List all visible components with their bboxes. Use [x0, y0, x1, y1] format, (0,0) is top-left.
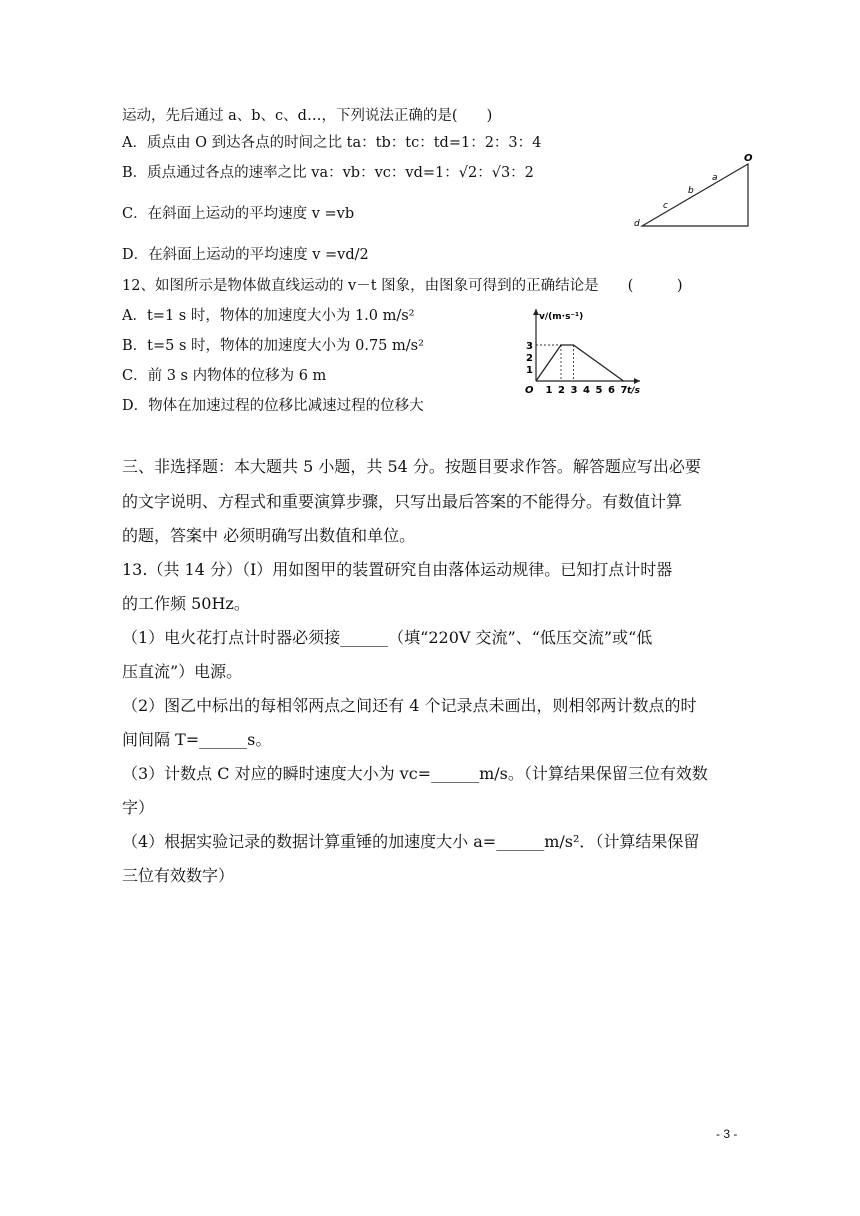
x-tick-label: 1 — [545, 385, 553, 396]
q13-part3-a: （3）计数点 C 对应的瞬时速度大小为 vc=______m/s。（计算结果保留三位有效数 — [122, 764, 708, 783]
q11-option-c: C．在斜面上运动的平均速度 v =vb — [122, 206, 355, 222]
incline-figure — [630, 150, 760, 235]
label-d: d — [634, 219, 640, 229]
label-b: b — [688, 186, 694, 196]
y-tick-label: 3 — [526, 341, 533, 352]
q11-stem: 运动，先后通过 a、b、c、d…，下列说法正确的是( ) — [122, 108, 493, 124]
q12-option-a: A．t=1 s 时，物体的加速度大小为 1.0 m/s² — [122, 308, 415, 324]
q11-option-a: A．质点由 O 到达各点的时间之比 ta：tb：tc：td=1：2：3：4 — [122, 135, 542, 151]
q13-part1-b: 压直流”）电源。 — [122, 662, 243, 681]
vt-chart — [520, 305, 650, 397]
q13-part2-b: 间间隔 T=______s。 — [122, 730, 272, 749]
q13-part3-b: 字） — [122, 798, 155, 817]
q13-part4-b: 三位有效数字） — [122, 866, 235, 885]
q12-option-c: C．前 3 s 内物体的位移为 6 m — [122, 368, 327, 384]
velocity-series-line — [536, 345, 624, 381]
q13-part4-a: （4）根据实验记录的数据计算重锤的加速度大小 a=______m/s²．（计算结果保留 — [122, 832, 700, 851]
x-axis-arrow — [634, 378, 640, 384]
y-tick-label: 2 — [526, 353, 533, 364]
page-number: - 3 - — [716, 1127, 738, 1141]
q12-option-d: D．物体在加速过程的位移比减速过程的位移大 — [122, 398, 424, 414]
label-c: c — [663, 201, 668, 211]
q13-line2: 的工作频 50Hz。 — [122, 594, 250, 613]
q13-part1-a: （1）电火花打点计时器必须接______（填“220V 交流”、“低压交流”或“低 — [122, 628, 653, 647]
x-tick-label: 2 — [558, 385, 565, 396]
section3-line3: 的题，答案中 必须明确写出数值和单位。 — [122, 526, 416, 545]
y-axis-label: v/(m·s⁻¹) — [539, 312, 584, 322]
incline-triangle — [642, 164, 748, 226]
x-tick-label: 3 — [570, 385, 578, 396]
x-tick-label: 7 — [620, 385, 628, 396]
x-tick-label: 6 — [608, 385, 615, 396]
x-axis-label: t/s — [627, 386, 640, 396]
section3-line1: 三、非选择题：本大题共 5 小题，共 54 分。按题目要求作答。解答题应写出必要 — [122, 457, 701, 476]
q11-option-d: D．在斜面上运动的平均速度 v =vd/2 — [122, 247, 369, 263]
origin-label: O — [525, 385, 534, 396]
label-O: O — [744, 153, 753, 164]
section3-line2: 的文字说明、方程式和重要演算步骤，只写出最后答案的不能得分。有数值计算 — [122, 492, 683, 511]
q13-part2-a: （2）图乙中标出的每相邻两点之间还有 4 个记录点未画出，则相邻两计数点的时 — [122, 696, 697, 715]
q12-option-b: B．t=5 s 时，物体的加速度大小为 0.75 m/s² — [122, 338, 424, 354]
q13-line1: 13.（共 14 分）（Ⅰ）用如图甲的装置研究自由落体运动规律。已知打点计时器 — [122, 560, 673, 579]
y-tick-label: 1 — [526, 365, 533, 376]
label-a: a — [712, 173, 718, 183]
q12-stem: 12、如图所示是物体做直线运动的 v－t 图象，由图象可得到的正确结论是 ( ) — [122, 278, 683, 294]
q11-option-b: B．质点通过各点的速率之比 va：vb：vc：vd=1：√2：√3：2 — [122, 165, 534, 181]
x-tick-label: 5 — [595, 385, 603, 396]
x-tick-label: 4 — [583, 385, 590, 396]
